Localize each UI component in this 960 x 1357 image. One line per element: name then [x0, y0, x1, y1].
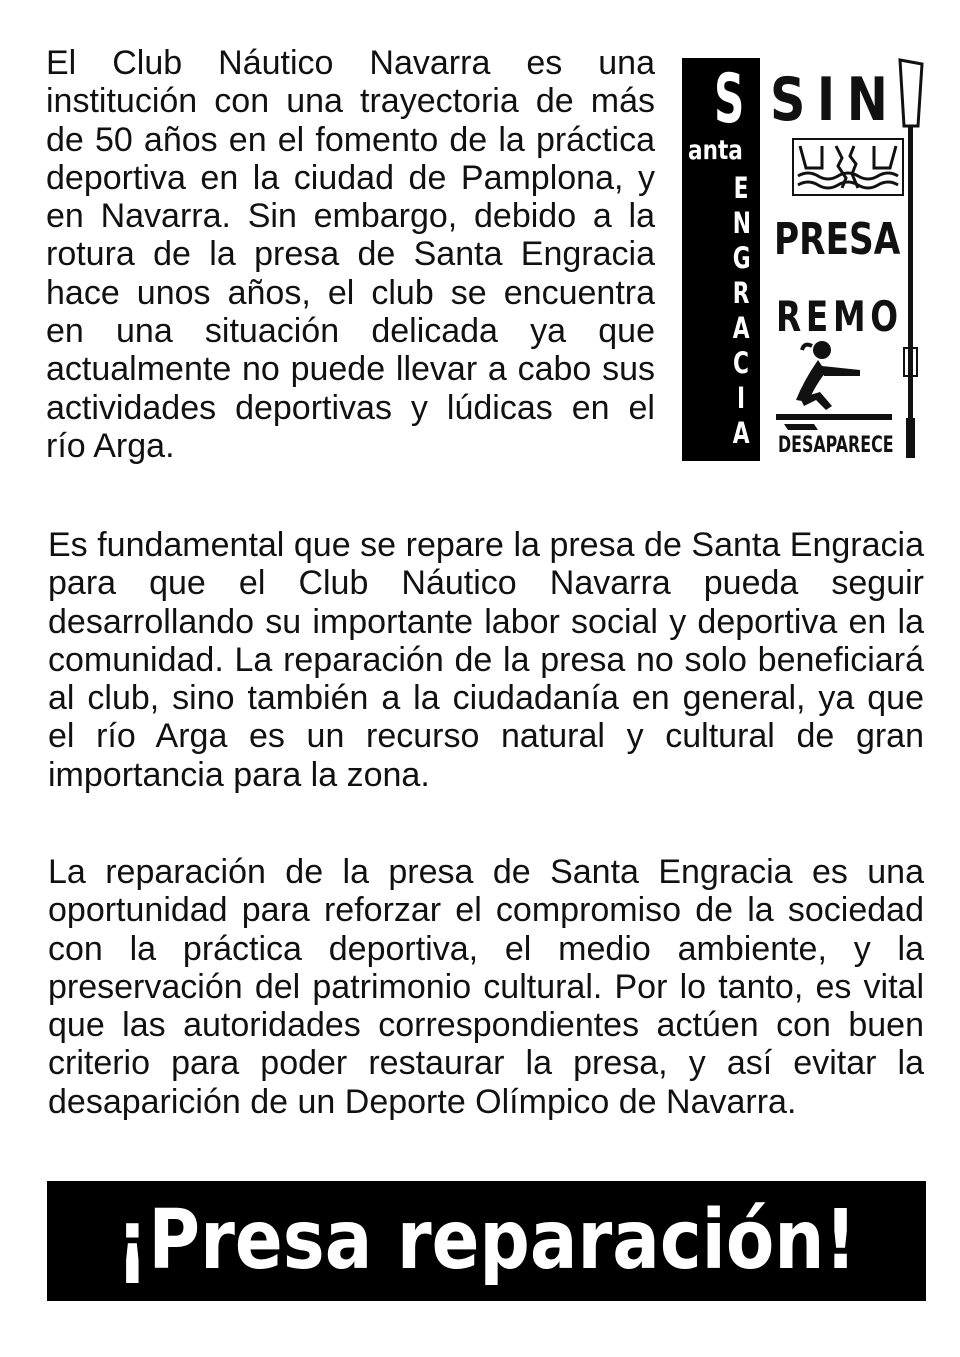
logo-sin-text: SIN [770, 65, 900, 135]
logo-strip-letter: E [733, 171, 749, 205]
logo-strip-letter: A [732, 416, 750, 450]
logo-vertical-strip [682, 58, 760, 461]
slogan-text: ¡Presa reparación! [116, 1193, 857, 1288]
logo-strip-anta: anta [688, 135, 743, 166]
opportunity-paragraph: La reparación de la presa de Santa Engracia es una oportunidad para reforzar el compromiso de la sociedad con la práctica deportiva, el medio ambiente, y la preservación del patrimonio cultural. Por lo tanto, es vital que las autoridades correspondientes actúen con buen criterio para poder restaurar la presa, y así evitar la desaparición de un Deporte Olímpico de Navarra. [48, 853, 924, 1121]
intro-paragraph: El Club Náutico Navarra es una institución con una trayectoria de más de 50 años en el fomento de la práctica deportiva en la ciudad de Pamplona, y en Navarra. Sin embargo, debido a la rotura de la presa de Santa Engracia hace unos años, el club se encuentra en una situación delicada ya que actualmente no puede llevar a cabo sus actividades deportivas y lúdicas en el río Arga. [46, 44, 655, 465]
logo-presa-text: PRESA [774, 214, 901, 265]
logo-strip-letter: A [732, 311, 750, 345]
logo-strip-s: S [714, 60, 745, 139]
logo-strip-letter: G [732, 241, 751, 275]
rower-icon [774, 340, 894, 432]
slogan-banner [47, 1181, 926, 1301]
logo-remo-text: REMO [776, 292, 903, 341]
sin-presa-logo [682, 58, 927, 463]
logo-strip-letter: R [732, 276, 750, 310]
logo-desaparece-text: DESAPARECE [778, 433, 894, 458]
logo-strip-letter: I [736, 381, 746, 415]
broken-dam-icon [792, 138, 904, 196]
importance-paragraph: Es fundamental que se repare la presa de Santa Engracia para que el Club Náutico Navarra pueda seguir desarrollando su importante labor social y deportiva en la comunidad. La reparación de la presa no solo beneficiará al club, sino también a la ciudadanía en general, ya que el río Arga es un recurso natural y cultural de gran importancia para la zona. [48, 526, 924, 794]
oar-icon [892, 58, 927, 461]
logo-strip-letter: N [732, 206, 751, 240]
logo-strip-letter: C [733, 346, 749, 380]
